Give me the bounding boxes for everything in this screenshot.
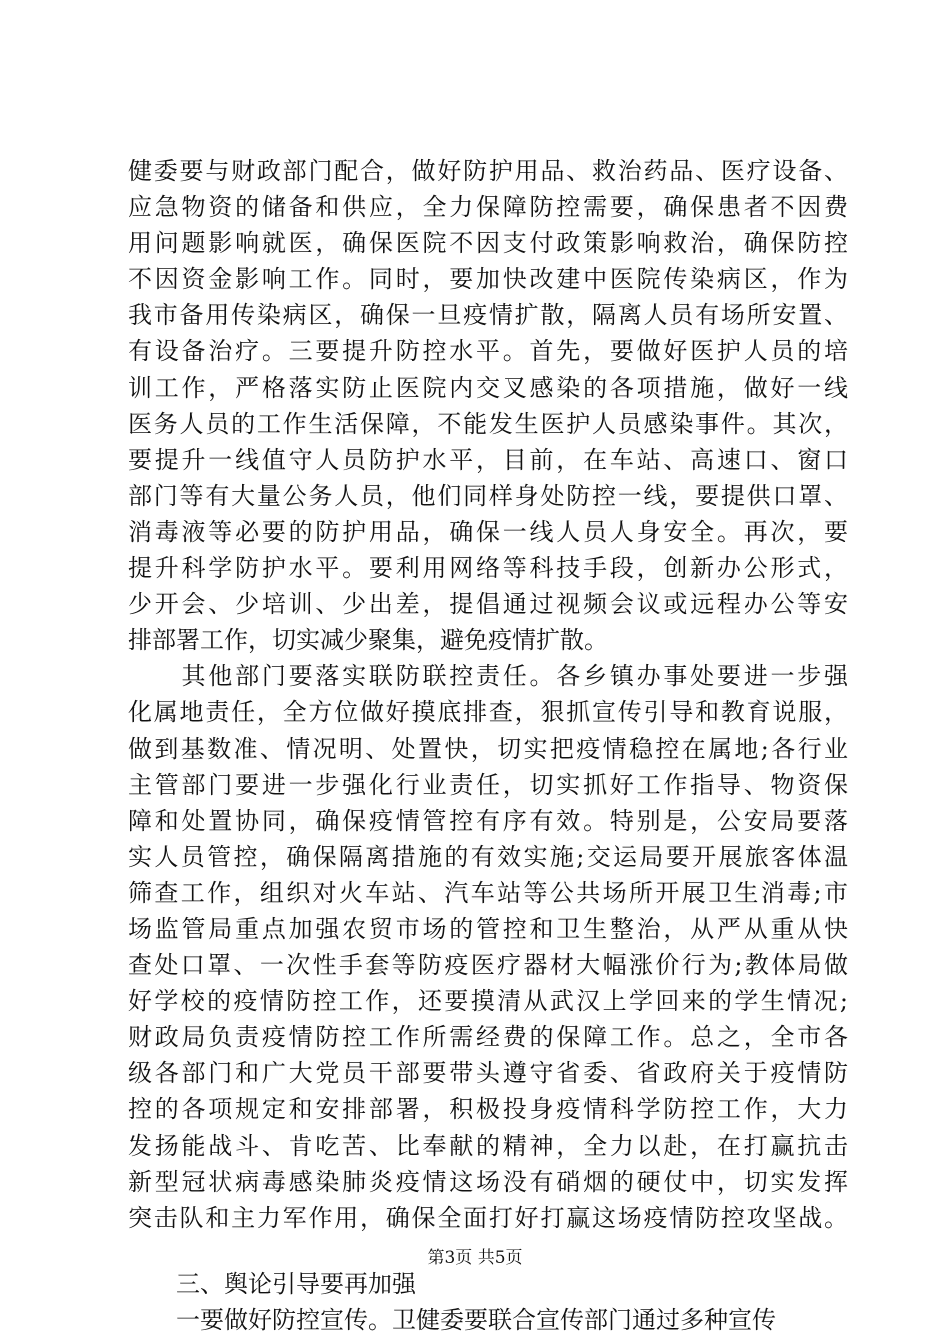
- text-line: 好学校的疫情防控工作，还要摸清从武汉上学回来的学生情况;: [128, 987, 848, 1016]
- text-line: 场监管局重点加强农贸市场的管控和卫生整治，从严从重从快: [128, 914, 848, 943]
- paragraph-3: [128, 1302, 848, 1338]
- text-line: 少开会、少培训、少出差，提倡通过视频会议或远程办公等安: [128, 590, 848, 619]
- section-heading: 三、舆论引导要再加强: [128, 1269, 416, 1298]
- text-line: 一要做好防控宣传。卫健委要联合宣传部门通过多种宣传: [128, 1305, 776, 1334]
- text-line: 应急物资的储备和供应，全力保障防控需要，确保患者不因费: [128, 193, 848, 222]
- text-line: 不因资金影响工作。同时，要加快改建中医院传染病区，作为: [128, 265, 848, 294]
- text-line: 实人员管控，确保隔离措施的有效实施;交运局要开展旅客体温: [128, 842, 848, 871]
- page-footer: 第3页 共5页: [427, 1248, 523, 1268]
- text-line: 发扬能战斗、肯吃苦、比奉献的精神，全力以赴，在打赢抗击: [128, 1131, 848, 1160]
- text-line: 提升科学防护水平。要利用网络等科技手段，创新办公形式，: [128, 554, 848, 583]
- text-line: 其他部门要落实联防联控责任。各乡镇办事处要进一步强: [128, 662, 848, 691]
- text-line: 用问题影响就医，确保医院不因支付政策影响救治，确保防控: [128, 229, 848, 258]
- text-line: 有设备治疗。三要提升防控水平。首先，要做好医护人员的培: [128, 337, 848, 366]
- text-line: 级各部门和广大党员干部要带头遵守省委、省政府关于疫情防: [128, 1059, 848, 1088]
- text-line: 新型冠状病毒感染肺炎疫情这场没有硝烟的硬仗中，切实发挥: [128, 1167, 848, 1196]
- text-line: 障和处置协同，确保疫情管控有序有效。特别是，公安局要落: [128, 806, 848, 835]
- text-line: 部门等有大量公务人员，他们同样身处防控一线，要提供口罩、: [128, 481, 848, 510]
- text-line: 化属地责任，全方位做好摸底排查，狠抓宣传引导和教育说服，: [128, 698, 848, 727]
- text-line: 筛查工作，组织对火车站、汽车站等公共场所开展卫生消毒;市: [128, 878, 848, 907]
- text-line: 做到基数准、情况明、处置快，切实把疫情稳控在属地;各行业: [128, 734, 848, 763]
- text-line: 财政局负责疫情防控工作所需经费的保障工作。总之，全市各: [128, 1023, 848, 1052]
- text-line: 医务人员的工作生活保障，不能发生医护人员感染事件。其次，: [128, 409, 848, 438]
- text-line: 消毒液等必要的防护用品，确保一线人员人身安全。再次，要: [128, 517, 848, 546]
- document-body: [128, 153, 848, 1338]
- text-line: 要提升一线值守人员防护水平，目前，在车站、高速口、窗口: [128, 445, 848, 474]
- text-line: 我市备用传染病区，确保一旦疫情扩散，隔离人员有场所安置、: [128, 301, 848, 330]
- paragraph-1: [128, 153, 848, 658]
- paragraph-2: [128, 658, 848, 1236]
- text-line: 控的各项规定和安排部署，积极投身疫情科学防控工作，大力: [128, 1095, 848, 1124]
- text-line: 主管部门要进一步强化行业责任，切实抓好工作指导、物资保: [128, 770, 848, 799]
- text-line: 排部署工作，切实减少聚集，避免疫情扩散。: [128, 626, 608, 655]
- text-line: 训工作，严格落实防止医院内交叉感染的各项措施，做好一线: [128, 373, 848, 402]
- text-line: 健委要与财政部门配合，做好防护用品、救治药品、医疗设备、: [128, 157, 848, 185]
- text-line: 查处口罩、一次性手套等防疫医疗器材大幅涨价行为;教体局做: [128, 951, 848, 980]
- text-line: 突击队和主力军作用，确保全面打好打赢这场疫情防控攻坚战。: [128, 1203, 848, 1232]
